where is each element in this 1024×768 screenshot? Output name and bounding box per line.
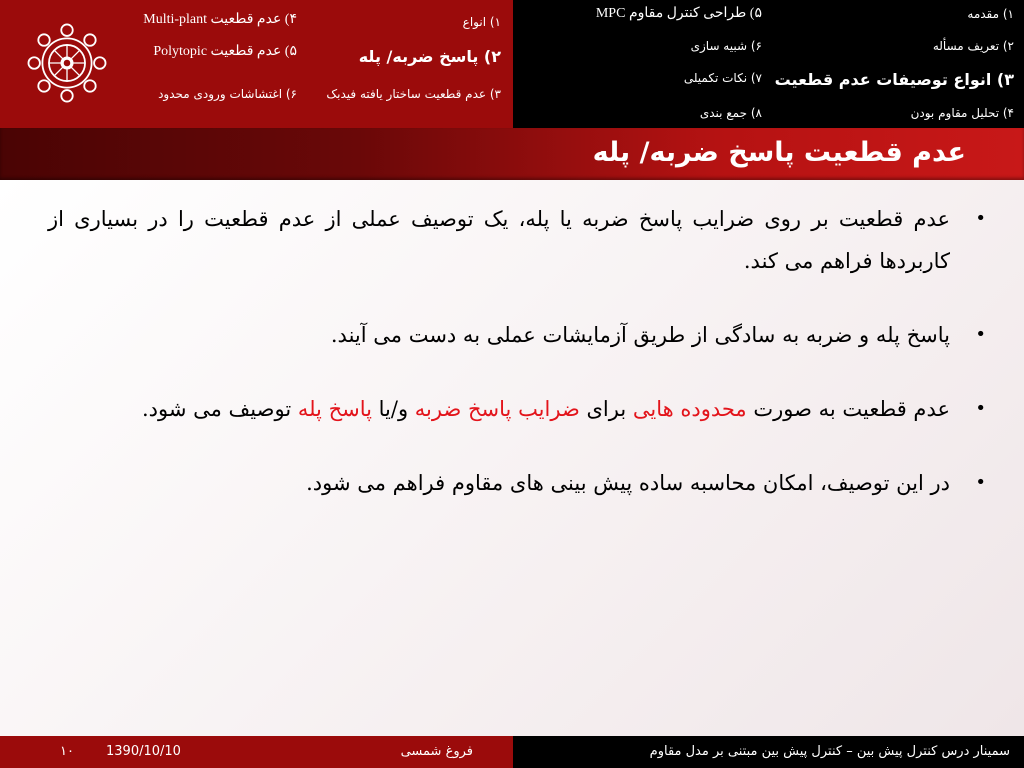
slide-date: 1390/10/10 <box>106 744 181 759</box>
nav-section-6[interactable]: ۶) شبیه سازی <box>690 39 762 53</box>
subsection-nav <box>0 0 513 128</box>
highlighted-term: ضرایب پاسخ ضربه <box>414 397 580 421</box>
footer-left <box>0 736 513 768</box>
slide-footer <box>0 736 1024 768</box>
author-name: فروغ شمسی <box>400 744 473 759</box>
nav-section-7[interactable]: ۷) نکات تکمیلی <box>683 71 762 85</box>
nav-section-4[interactable]: ۴) تحلیل مقاوم بودن <box>910 106 1014 120</box>
seminar-title: سمینار درس کنترل پیش بین – کنترل پیش بین مبتنی بر مدل مقاوم <box>649 744 1010 759</box>
nav-sub-item-6[interactable]: ۶) اغتشاشات ورودی محدود <box>158 87 297 101</box>
nav-sub-item-3[interactable]: ۳) عدم قطعیت ساختار یافته فیدبک <box>326 87 501 101</box>
slide-title-bar <box>0 128 1024 180</box>
slide-body <box>0 180 1024 736</box>
nav-section-5[interactable]: ۵) طراحی کنترل مقاوم MPC <box>595 6 762 21</box>
nav-sub-item-4[interactable]: ۴) عدم قطعیت Multi-plant <box>143 12 297 27</box>
university-emblem-icon <box>26 22 108 104</box>
section-nav <box>513 0 1024 128</box>
bullet-list <box>48 198 998 504</box>
slide-title: عدم قطعیت پاسخ ضربه/ پله <box>592 137 966 168</box>
nav-section-8[interactable]: ۸) جمع بندی <box>699 106 762 120</box>
bullet-text: توصیف می شود. <box>141 397 298 421</box>
bullet-item <box>48 198 998 282</box>
footer-right <box>513 736 1024 768</box>
nav-sub-item-1[interactable]: ۱) انواع <box>462 15 501 29</box>
nav-section-3-active[interactable]: ۳) انواع توصیفات عدم قطعیت <box>774 70 1014 89</box>
highlighted-term: پاسخ پله <box>297 397 372 421</box>
slide-header <box>0 0 1024 128</box>
nav-sub-item-2-active[interactable]: ۲) پاسخ ضربه/ پله <box>358 47 501 66</box>
highlighted-term: محدوده هایی <box>632 397 747 421</box>
bullet-text: و/یا <box>371 397 415 421</box>
bullet-item <box>48 462 998 504</box>
bullet-item <box>48 314 998 356</box>
nav-section-2[interactable]: ۲) تعریف مسأله <box>932 39 1014 53</box>
nav-section-1[interactable]: ۱) مقدمه <box>967 7 1014 21</box>
bullet-text: برای <box>579 397 633 421</box>
bullet-text: عدم قطعیت به صورت <box>746 397 950 421</box>
bullet-text: پاسخ پله و ضربه به سادگی از طریق آزمایشات عملی به دست می آیند. <box>330 323 950 347</box>
page-number: ۱۰ <box>60 744 74 759</box>
nav-sub-item-5[interactable]: ۵) عدم قطعیت Polytopic <box>153 44 297 59</box>
bullet-text: در این توصیف، امکان محاسبه ساده پیش بینی های مقاوم فراهم می شود. <box>306 471 950 495</box>
bullet-text: عدم قطعیت بر روی ضرایب پاسخ ضربه یا پله، یک توصیف عملی از عدم قطعیت را در بسیاری از کاربردها فراهم می کند. <box>48 207 950 273</box>
bullet-item <box>48 388 998 430</box>
